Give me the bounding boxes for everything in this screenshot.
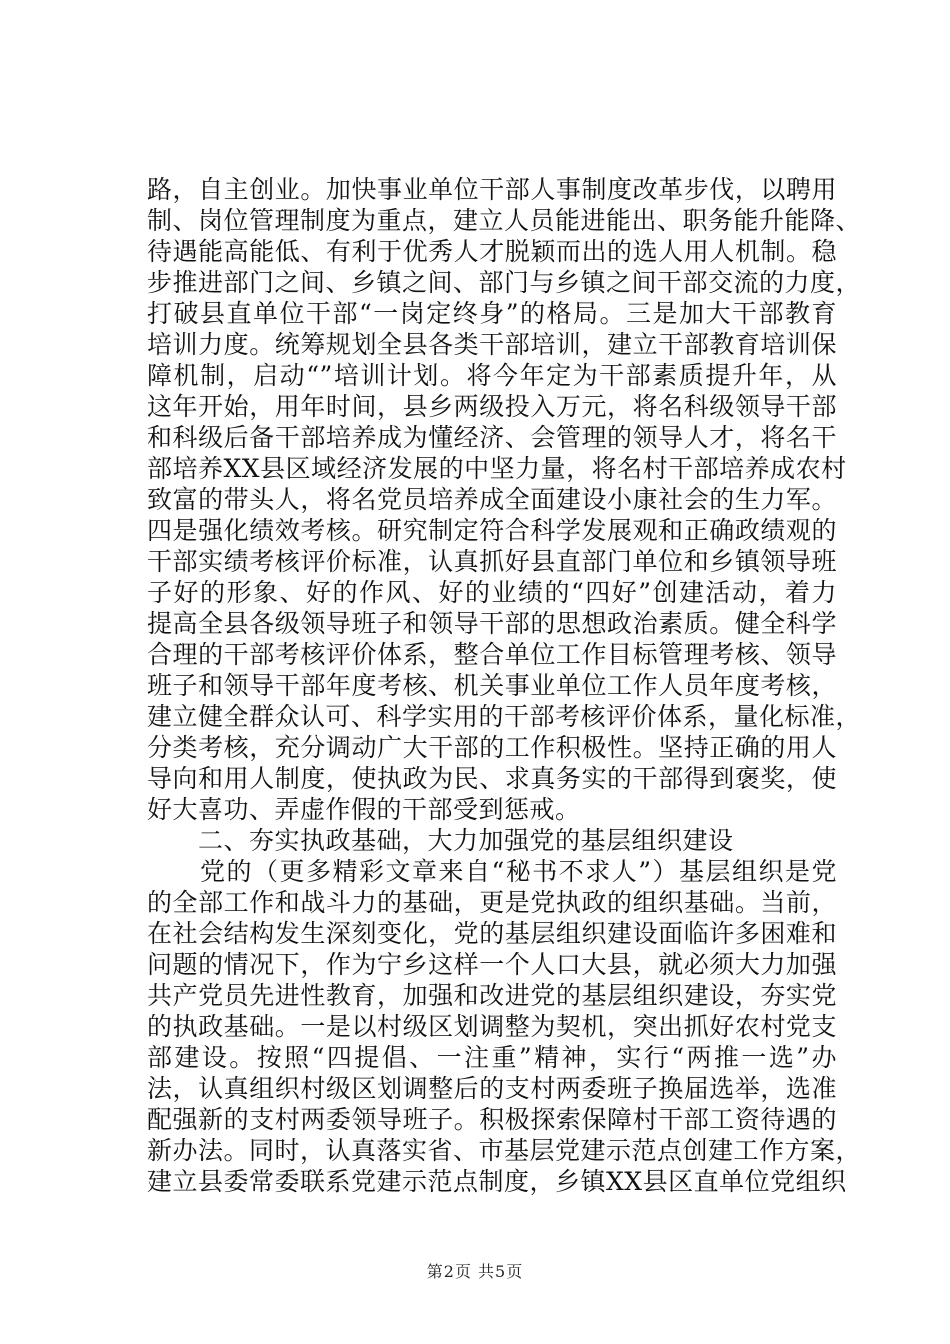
text-line-23: 党的（更多精彩文章来自“秘书不求人”）基层组织是党 bbox=[147, 857, 837, 886]
text-line-1: 路，自主创业。加快事业单位干部人事制度改革步伐，以聘用 bbox=[147, 175, 837, 204]
text-line-28: 的执政基础。一是以村级区划调整为契机，突出抓好农村党支 bbox=[147, 1012, 837, 1041]
text-line-12: 四是强化绩效考核。研究制定符合科学发展观和正确政绩观的 bbox=[147, 516, 837, 545]
text-line-25: 在社会结构发生深刻变化，党的基层组织建设面临许多困难和 bbox=[147, 919, 837, 948]
text-line-20: 导向和用人制度，使执政为民、求真务实的干部得到褒奖，使 bbox=[147, 764, 837, 793]
text-line-24: 的全部工作和战斗力的基础，更是党执政的组织基础。当前， bbox=[147, 888, 837, 917]
text-line-18: 建立健全群众认可、科学实用的干部考核评价体系，量化标准， bbox=[147, 702, 862, 731]
text-line-4: 步推进部门之间、乡镇之间、部门与乡镇之间干部交流的力度， bbox=[147, 268, 862, 297]
text-line-3: 待遇能高能低、有利于优秀人才脱颖而出的选人用人机制。稳 bbox=[147, 237, 837, 266]
text-line-16: 合理的干部考核评价体系，整合单位工作目标管理考核、领导 bbox=[147, 640, 837, 669]
text-line-33: 建立县委常委联系党建示范点制度，乡镇XX县区直单位党组织 bbox=[147, 1167, 847, 1196]
page-footer: 第2页 共5页 bbox=[426, 1262, 524, 1281]
document-body bbox=[147, 174, 862, 1197]
text-line-27: 共产党员先进性教育，加强和改进党的基层组织建设，夯实党 bbox=[147, 981, 837, 1010]
text-line-19: 分类考核，充分调动广大干部的工作积极性。坚持正确的用人 bbox=[147, 733, 837, 762]
text-line-29: 部建设。按照“四提倡、一注重”精神，实行“两推一选”办 bbox=[147, 1043, 837, 1072]
text-line-2: 制、岗位管理制度为重点，建立人员能进能出、职务能升能降、 bbox=[147, 206, 862, 235]
section-heading: 二、夯实执政基础，大力加强党的基层组织建设 bbox=[147, 826, 734, 855]
text-line-31: 配强新的支村两委领导班子。积极探索保障村干部工资待遇的 bbox=[147, 1105, 837, 1134]
text-line-14: 子好的形象、好的作风、好的业绩的“四好”创建活动，着力 bbox=[147, 578, 837, 607]
text-line-17: 班子和领导干部年度考核、机关事业单位工作人员年度考核， bbox=[147, 671, 837, 700]
text-line-8: 这年开始，用年时间，县乡两级投入万元，将名科级领导干部 bbox=[147, 392, 837, 421]
text-line-5: 打破县直单位干部“一岗定终身”的格局。三是加大干部教育 bbox=[147, 299, 837, 328]
text-line-7: 障机制，启动“”培训计划。将今年定为干部素质提升年，从 bbox=[147, 361, 837, 390]
text-line-6: 培训力度。统筹规划全县各类干部培训，建立干部教育培训保 bbox=[147, 330, 837, 359]
text-line-9: 和科级后备干部培养成为懂经济、会管理的领导人才，将名干 bbox=[147, 423, 837, 452]
text-line-11: 致富的带头人，将名党员培养成全面建设小康社会的生力军。 bbox=[147, 485, 837, 514]
text-line-10: 部培养XX县区域经济发展的中坚力量，将名村干部培养成农村 bbox=[147, 454, 847, 483]
text-line-30: 法，认真组织村级区划调整后的支村两委班子换届选举，选准 bbox=[147, 1074, 837, 1103]
text-line-32: 新办法。同时，认真落实省、市基层党建示范点创建工作方案， bbox=[147, 1136, 862, 1165]
text-line-15: 提高全县各级领导班子和领导干部的思想政治素质。健全科学 bbox=[147, 609, 837, 638]
text-line-26: 问题的情况下，作为宁乡这样一个人口大县，就必须大力加强 bbox=[147, 950, 837, 979]
text-line-21: 好大喜功、弄虚作假的干部受到惩戒。 bbox=[147, 795, 581, 824]
text-line-13: 干部实绩考核评价标准，认真抓好县直部门单位和乡镇领导班 bbox=[147, 547, 837, 576]
